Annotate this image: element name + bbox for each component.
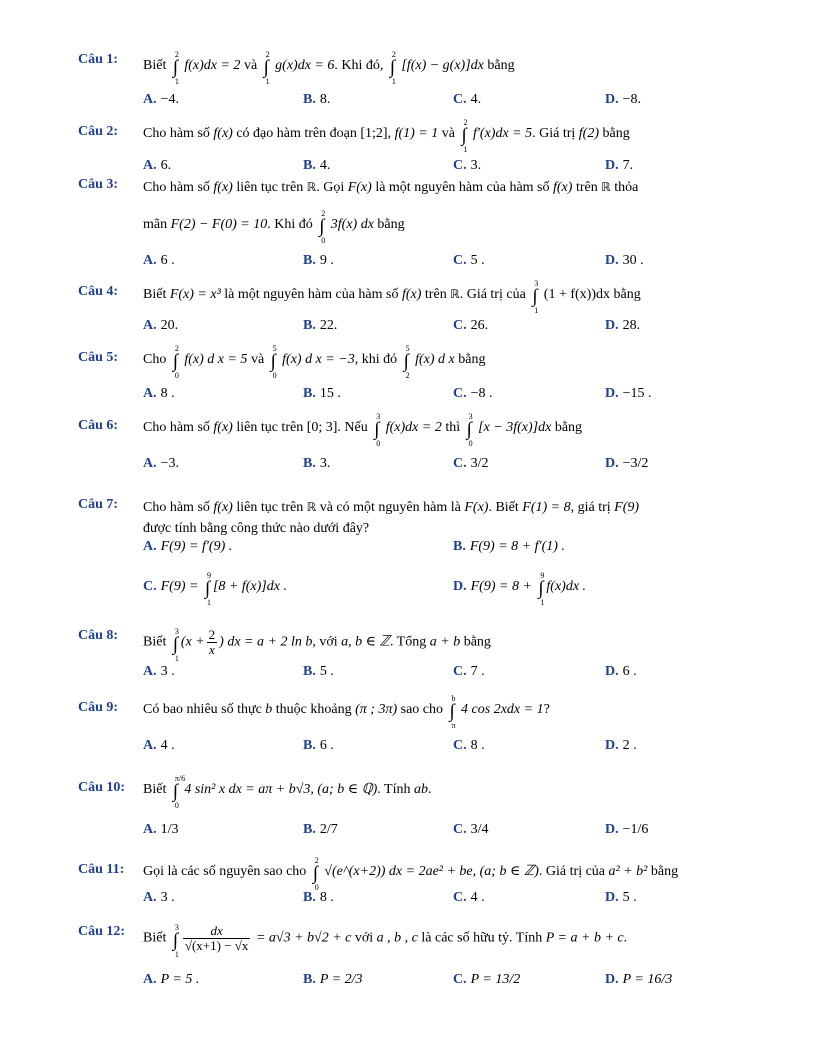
question-number: Câu 9: (78, 700, 119, 715)
option-b[interactable]: B. 22. (303, 318, 338, 333)
option-b[interactable]: B. 3. (303, 456, 331, 471)
question-number: Câu 11: (78, 862, 125, 877)
option-b[interactable]: B. 2/7 (303, 822, 338, 837)
question-stem: Cho hàm số f(x) liên tục trên ℝ và có một nguyên hàm là F(x). Biết F(1) = 8, giá trị F(9) (143, 500, 640, 515)
options-row-2 (143, 571, 763, 607)
option-a[interactable]: A. 8 . (143, 386, 175, 401)
option-d[interactable]: D. −3/2 (605, 456, 649, 471)
option-a[interactable]: A. 4 . (143, 738, 175, 753)
options-row (143, 664, 763, 686)
question-stem: Cho hàm số f(x) liên tục trên ℝ. Gọi F(x) là một nguyên hàm của hàm số f(x) trên ℝ thỏa (143, 180, 639, 195)
option-d[interactable]: D. F(9) = 8 + 9 ∫ 1 f(x)dx . (453, 571, 587, 607)
option-d[interactable]: D. 6 . (605, 664, 637, 679)
option-a[interactable]: A. 3 . (143, 664, 175, 679)
question-number: Câu 2: (78, 124, 119, 139)
question-number: Câu 7: (78, 497, 119, 512)
question-stem: Cho hàm số f(x) liên tục trên [0; 3]. Nếu 3 ∫ 0 f(x)dx = 2 thì 3 ∫ 0 [x − 3f(x)]dx bằng (143, 412, 583, 448)
option-c[interactable]: C. 26. (453, 318, 489, 333)
question-stem: Biết π/6 ∫ 0 4 sin² x dx = aπ + b√3, (a; b ∈ ℚ). Tính ab. (143, 774, 432, 810)
option-d[interactable]: D. 28. (605, 318, 641, 333)
option-c[interactable]: C. 3. (453, 158, 482, 173)
options-row (143, 253, 763, 275)
option-c[interactable]: C. −8 . (453, 386, 493, 401)
option-b[interactable]: B. 8 . (303, 890, 334, 905)
options-row (143, 386, 763, 408)
option-c[interactable]: C. 8 . (453, 738, 485, 753)
question-stem: Có bao nhiêu số thực b thuộc khoảng (π ; 3π) sao cho b ∫ π 4 cos 2xdx = 1? (143, 694, 550, 730)
option-a[interactable]: A. 20. (143, 318, 179, 333)
option-c[interactable]: C. 3/4 (453, 822, 489, 837)
question-number: Câu 3: (78, 177, 119, 192)
option-d[interactable]: D. 2 . (605, 738, 637, 753)
option-b[interactable]: B. 9 . (303, 253, 334, 268)
option-a[interactable]: A. F(9) = f′(9) . (143, 539, 233, 554)
options-row (143, 92, 763, 114)
options-row (143, 890, 763, 912)
fraction: $\frac{2}{x}$ (208, 627, 216, 657)
option-a[interactable]: A. P = 5 . (143, 972, 200, 987)
options-row-1 (143, 539, 763, 561)
question-number: Câu 8: (78, 628, 119, 643)
question-number: Câu 1: (78, 52, 119, 67)
option-c[interactable]: C. P = 13/2 (453, 972, 521, 987)
question-stem: Biết 3 ∫ 1 (x + $\frac{2}{x}$ ) dx = a + 2 ln b, với a, b ∈ ℤ. Tổng a + b bằng (143, 626, 491, 663)
question-number: Câu 10: (78, 780, 126, 795)
options-row (143, 972, 763, 994)
options-row (143, 822, 763, 844)
option-c[interactable]: C. 3/2 (453, 456, 489, 471)
question-stem-line-2: được tính bằng công thức nào dưới đây? (143, 521, 370, 536)
option-b[interactable]: B. P = 2/3 (303, 972, 363, 987)
option-d[interactable]: D. P = 16/3 (605, 972, 673, 987)
option-a[interactable]: A. 1/3 (143, 822, 179, 837)
option-b[interactable]: B. 6 . (303, 738, 334, 753)
option-c[interactable]: C. F(9) = 9 ∫ 1 [8 + f(x)]dx . (143, 571, 287, 607)
question-stem: Cho 2 ∫ 0 f(x) d x = 5 và 5 ∫ 0 f(x) d x = −3, khi đó 5 ∫ 2 f(x) d x bằng (143, 344, 486, 380)
option-a[interactable]: A. −4. (143, 92, 180, 107)
question-stem: Biết 3 ∫ 1 $\frac{dx}{√(x+1) - √x}$ = a√3 + b√2 + c với a , b , c là các số hữu tỷ. Tính P = a + b + c. (143, 922, 628, 959)
option-d[interactable]: D. 5 . (605, 890, 637, 905)
question-number: Câu 12: (78, 924, 126, 939)
option-d[interactable]: D. −8. (605, 92, 642, 107)
question-stem: Gọi là các số nguyên sao cho 2 ∫ 0 √(e^(x+2)) dx = 2ae² + be, (a; b ∈ ℤ). Giá trị của a² + b² bằng (143, 856, 679, 892)
option-d[interactable]: D. 30 . (605, 253, 644, 268)
question-number: Câu 4: (78, 284, 119, 299)
question-stem: Biết 2 ∫ 1 f(x)dx = 2 và 2 ∫ 1 g(x)dx = 6. Khi đó, 2 ∫ 1 [f(x) − g(x)]dx bằng (143, 50, 515, 86)
option-a[interactable]: A. 3 . (143, 890, 175, 905)
option-c[interactable]: C. 7 . (453, 664, 485, 679)
option-b[interactable]: B. 5 . (303, 664, 334, 679)
option-a[interactable]: A. 6. (143, 158, 172, 173)
option-b[interactable]: B. 8. (303, 92, 331, 107)
options-row (143, 456, 763, 478)
question-number: Câu 6: (78, 418, 119, 433)
option-c[interactable]: C. 4 . (453, 890, 485, 905)
option-d[interactable]: D. −15 . (605, 386, 652, 401)
option-a[interactable]: A. 6 . (143, 253, 175, 268)
options-row (143, 318, 763, 340)
question-number: Câu 5: (78, 350, 119, 365)
question-stem-line-2: mãn F(2) − F(0) = 10. Khi đó 2 ∫ 0 3f(x) dx bằng (143, 209, 405, 245)
option-b[interactable]: B. 15 . (303, 386, 341, 401)
option-b[interactable]: B. 4. (303, 158, 331, 173)
question-stem: Cho hàm số f(x) có đạo hàm trên đoạn [1;2], f(1) = 1 và 2 ∫ 1 f′(x)dx = 5. Giá trị f(2) bằng (143, 118, 630, 154)
option-d[interactable]: D. 7. (605, 158, 634, 173)
option-c[interactable]: C. 5 . (453, 253, 485, 268)
option-d[interactable]: D. −1/6 (605, 822, 649, 837)
options-row (143, 738, 763, 760)
option-b[interactable]: B. F(9) = 8 + f′(1) . (453, 539, 565, 554)
fraction: $\frac{dx}{√(x+1) - √x}$ (184, 923, 249, 953)
option-a[interactable]: A. −3. (143, 456, 180, 471)
question-stem: Biết F(x) = x³ là một nguyên hàm của hàm số f(x) trên ℝ. Giá trị của 3 ∫ 1 (1 + f(x))dx bằng (143, 279, 641, 315)
option-c[interactable]: C. 4. (453, 92, 482, 107)
